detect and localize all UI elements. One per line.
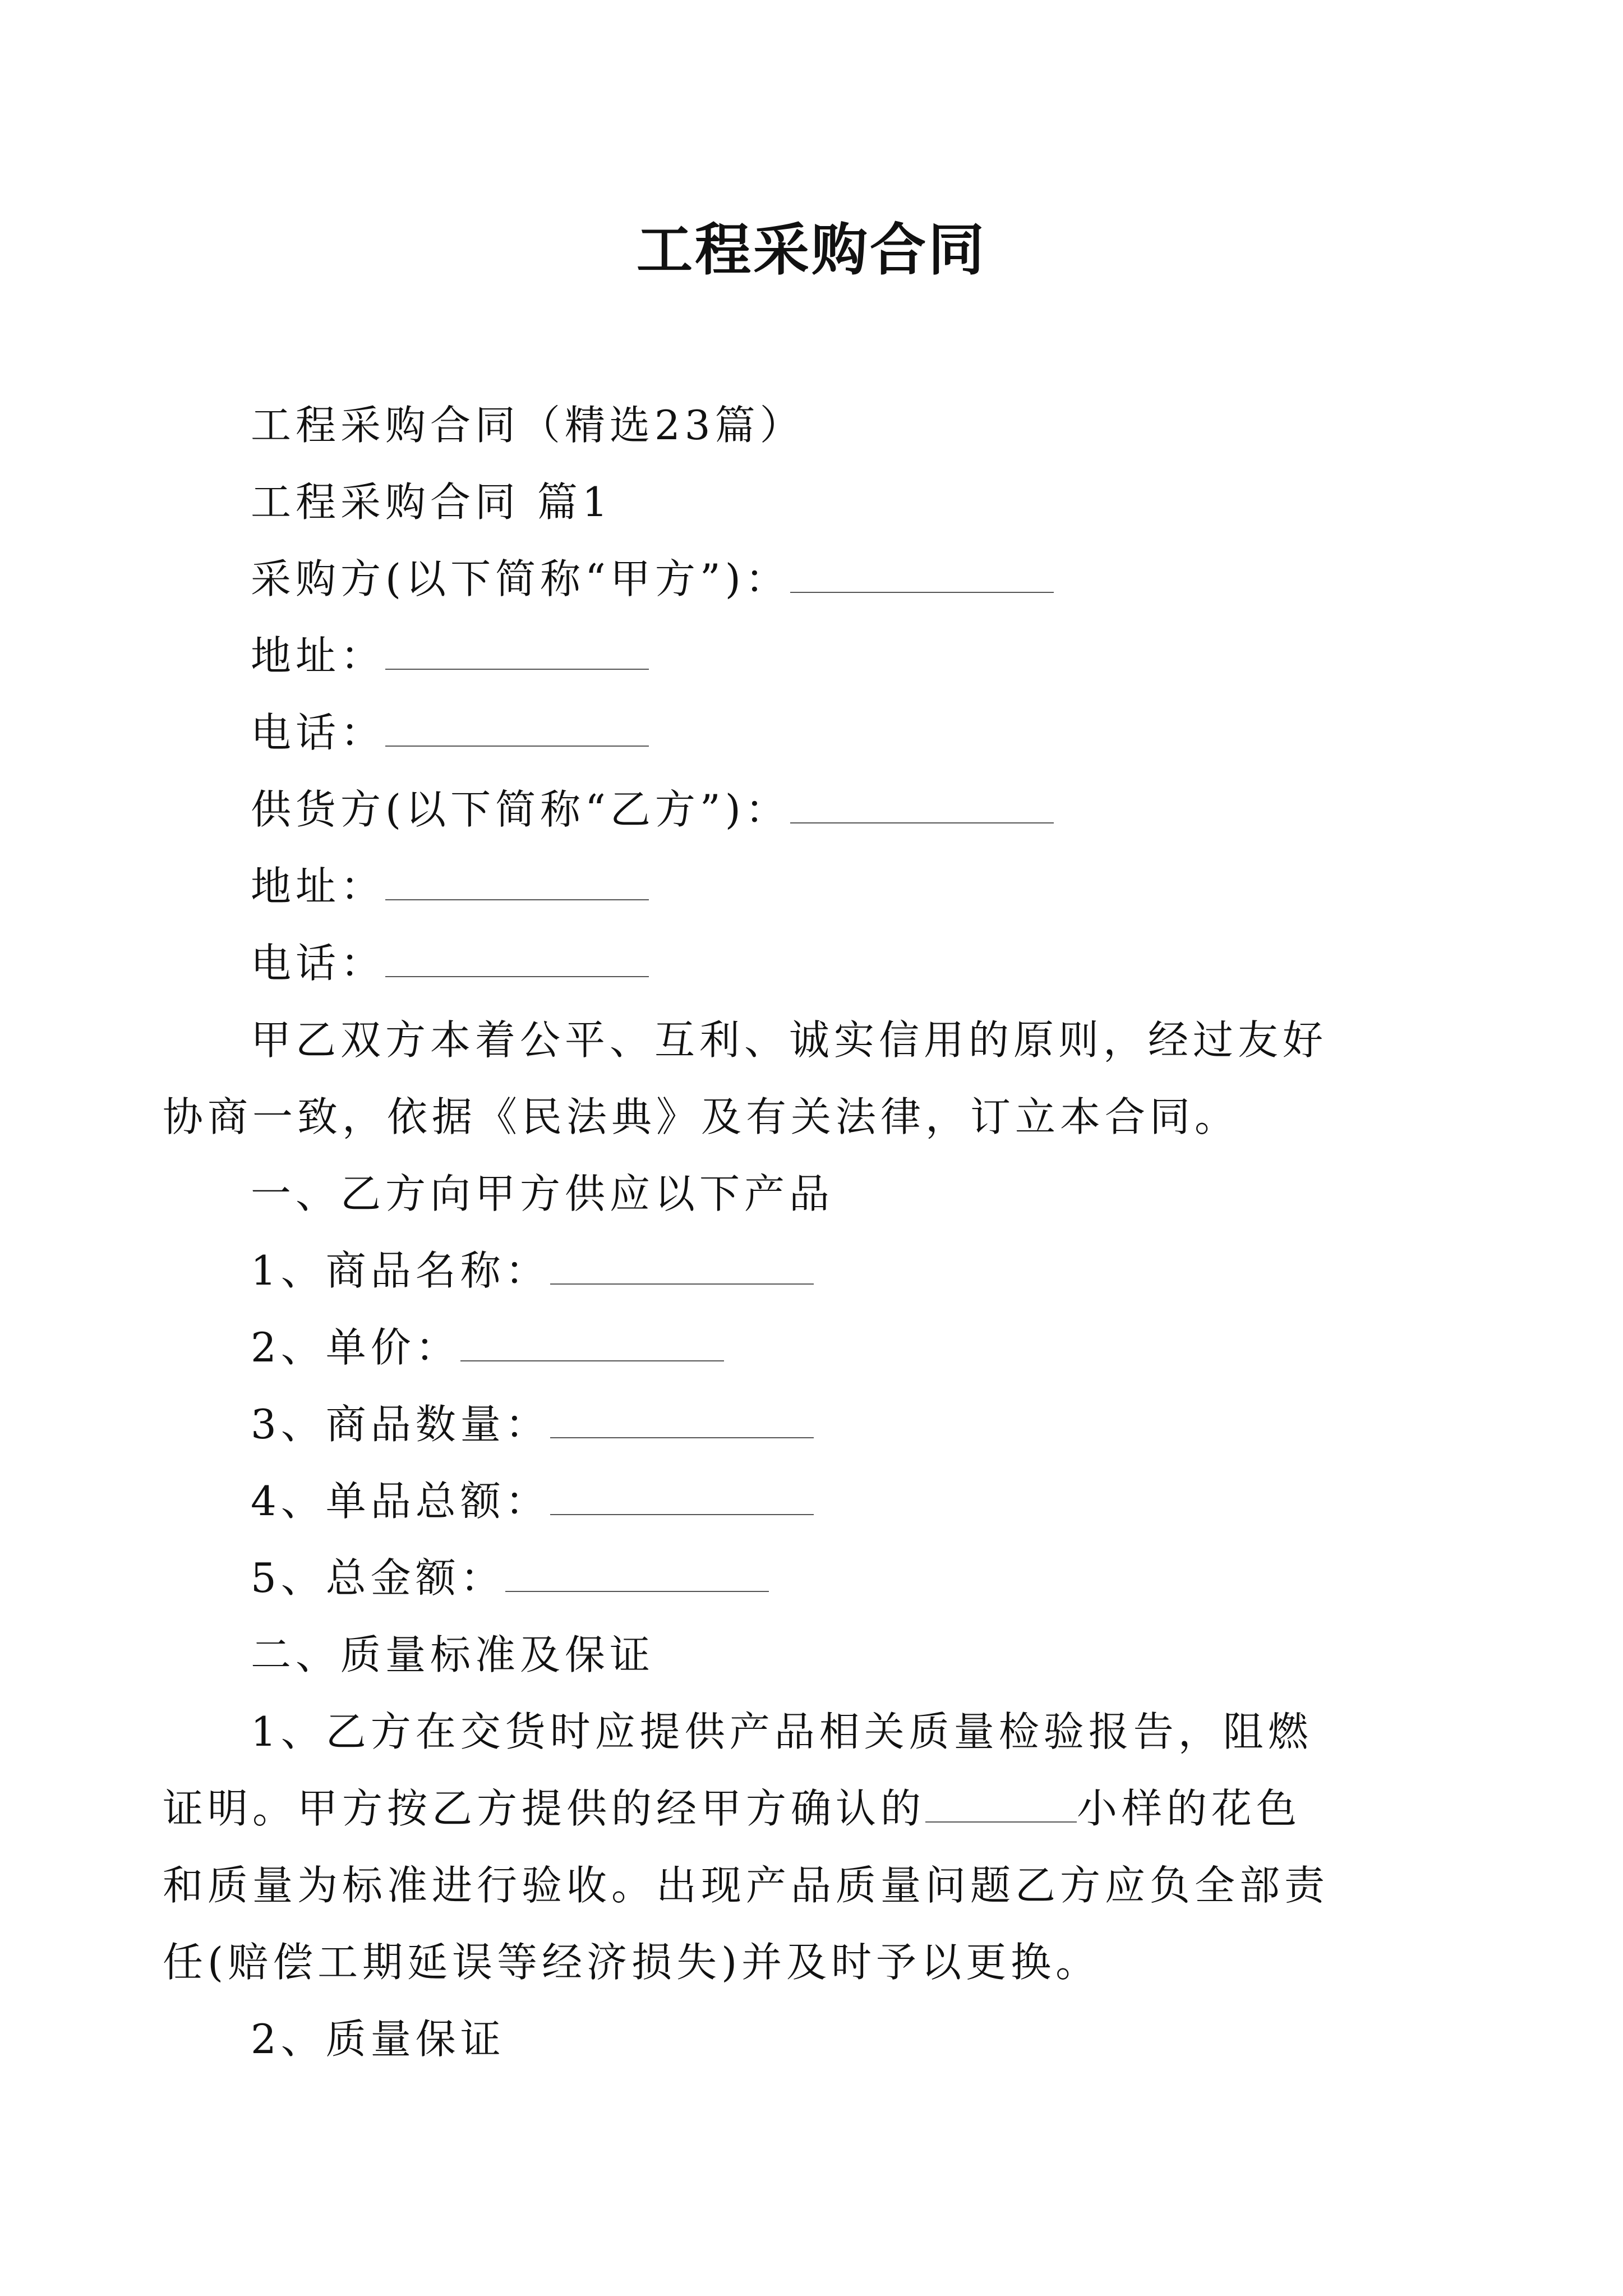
document-title: 工程采购合同: [637, 217, 986, 283]
supplier-phone-line: [251, 925, 1372, 1002]
preamble-text-2: 协商一致，依据《民法典》及有关法律，订立本合同。: [163, 1093, 1240, 1140]
supplier-blank: [790, 789, 1054, 823]
buyer-label: 采购方(以下简称“甲方”)：: [251, 555, 790, 602]
buyer-address-label: 地址：: [251, 632, 386, 679]
section-2-heading: [251, 1617, 1372, 1694]
item-3-blank: [550, 1404, 814, 1438]
section-2-text: 二、质量标准及保证: [251, 1631, 655, 1678]
supplier-line: [251, 771, 1372, 848]
buyer-address-line: [251, 618, 1372, 694]
item-3-line: [251, 1386, 1372, 1463]
item-5-line: [251, 1540, 1372, 1617]
item-4-label: 4、单品总额：: [251, 1478, 550, 1525]
subtitle-line: [251, 387, 1372, 464]
article-line: [251, 464, 1372, 541]
section-1-text: 一、乙方向甲方供应以下产品: [251, 1170, 834, 1217]
quality-2-text: 2、质量保证: [251, 2016, 505, 2063]
item-1-blank: [550, 1250, 814, 1285]
buyer-phone-label: 电话：: [251, 709, 386, 756]
quality-1-line-3: [163, 1847, 1330, 1924]
quality-1-line-2: [163, 1770, 1302, 1847]
quality-2-heading: [251, 2001, 1372, 2078]
supplier-label: 供货方(以下简称“乙方”)：: [251, 786, 790, 833]
buyer-address-blank: [385, 635, 649, 670]
quality-1-line-1: [251, 1694, 1372, 1770]
item-2-label: 2、单价：: [251, 1324, 460, 1371]
quality-1-text-2b: 小样的花色: [1077, 1785, 1302, 1832]
item-1-label: 1、商品名称：: [251, 1247, 550, 1294]
quality-1-text-4: 任(赔偿工期延误等经济损失)并及时予以更换。: [163, 1939, 1101, 1986]
supplier-phone-blank: [385, 942, 649, 977]
item-4-line: [251, 1463, 1372, 1540]
buyer-phone-line: [251, 694, 1372, 771]
buyer-line: [251, 541, 1372, 618]
quality-1-text-3: 和质量为标准进行验收。出现产品质量问题乙方应负全部责: [163, 1862, 1330, 1909]
preamble-text-1: 甲乙双方本着公平、互利、诚实信用的原则，经过友好: [251, 1016, 1328, 1064]
supplier-phone-label: 电话：: [251, 940, 386, 987]
item-1-line: [251, 1232, 1372, 1309]
item-2-line: [251, 1309, 1372, 1386]
quality-1-text-2a: 证明。甲方按乙方提供的经甲方确认的: [163, 1785, 926, 1832]
preamble-line-1: [251, 1002, 1372, 1079]
supplier-address-blank: [385, 866, 649, 900]
supplier-address-label: 地址：: [251, 863, 386, 910]
article-text: 工程采购合同 篇1: [251, 478, 612, 526]
item-3-label: 3、商品数量：: [251, 1401, 550, 1448]
item-5-blank: [505, 1557, 769, 1592]
sample-blank: [925, 1788, 1077, 1823]
quality-1-text-1: 1、乙方在交货时应提供产品相关质量检验报告，阻燃: [251, 1708, 1313, 1755]
item-2-blank: [460, 1327, 724, 1361]
buyer-phone-blank: [385, 712, 649, 747]
buyer-blank: [790, 558, 1054, 593]
supplier-address-line: [251, 848, 1372, 925]
item-5-label: 5、总金额：: [251, 1554, 505, 1602]
preamble-line-2: [163, 1079, 1284, 1156]
section-1-heading: [251, 1156, 1372, 1232]
item-4-blank: [550, 1480, 814, 1515]
subtitle-text: 工程采购合同（精选23篇）: [251, 402, 805, 449]
quality-1-line-4: [163, 1924, 1284, 2001]
